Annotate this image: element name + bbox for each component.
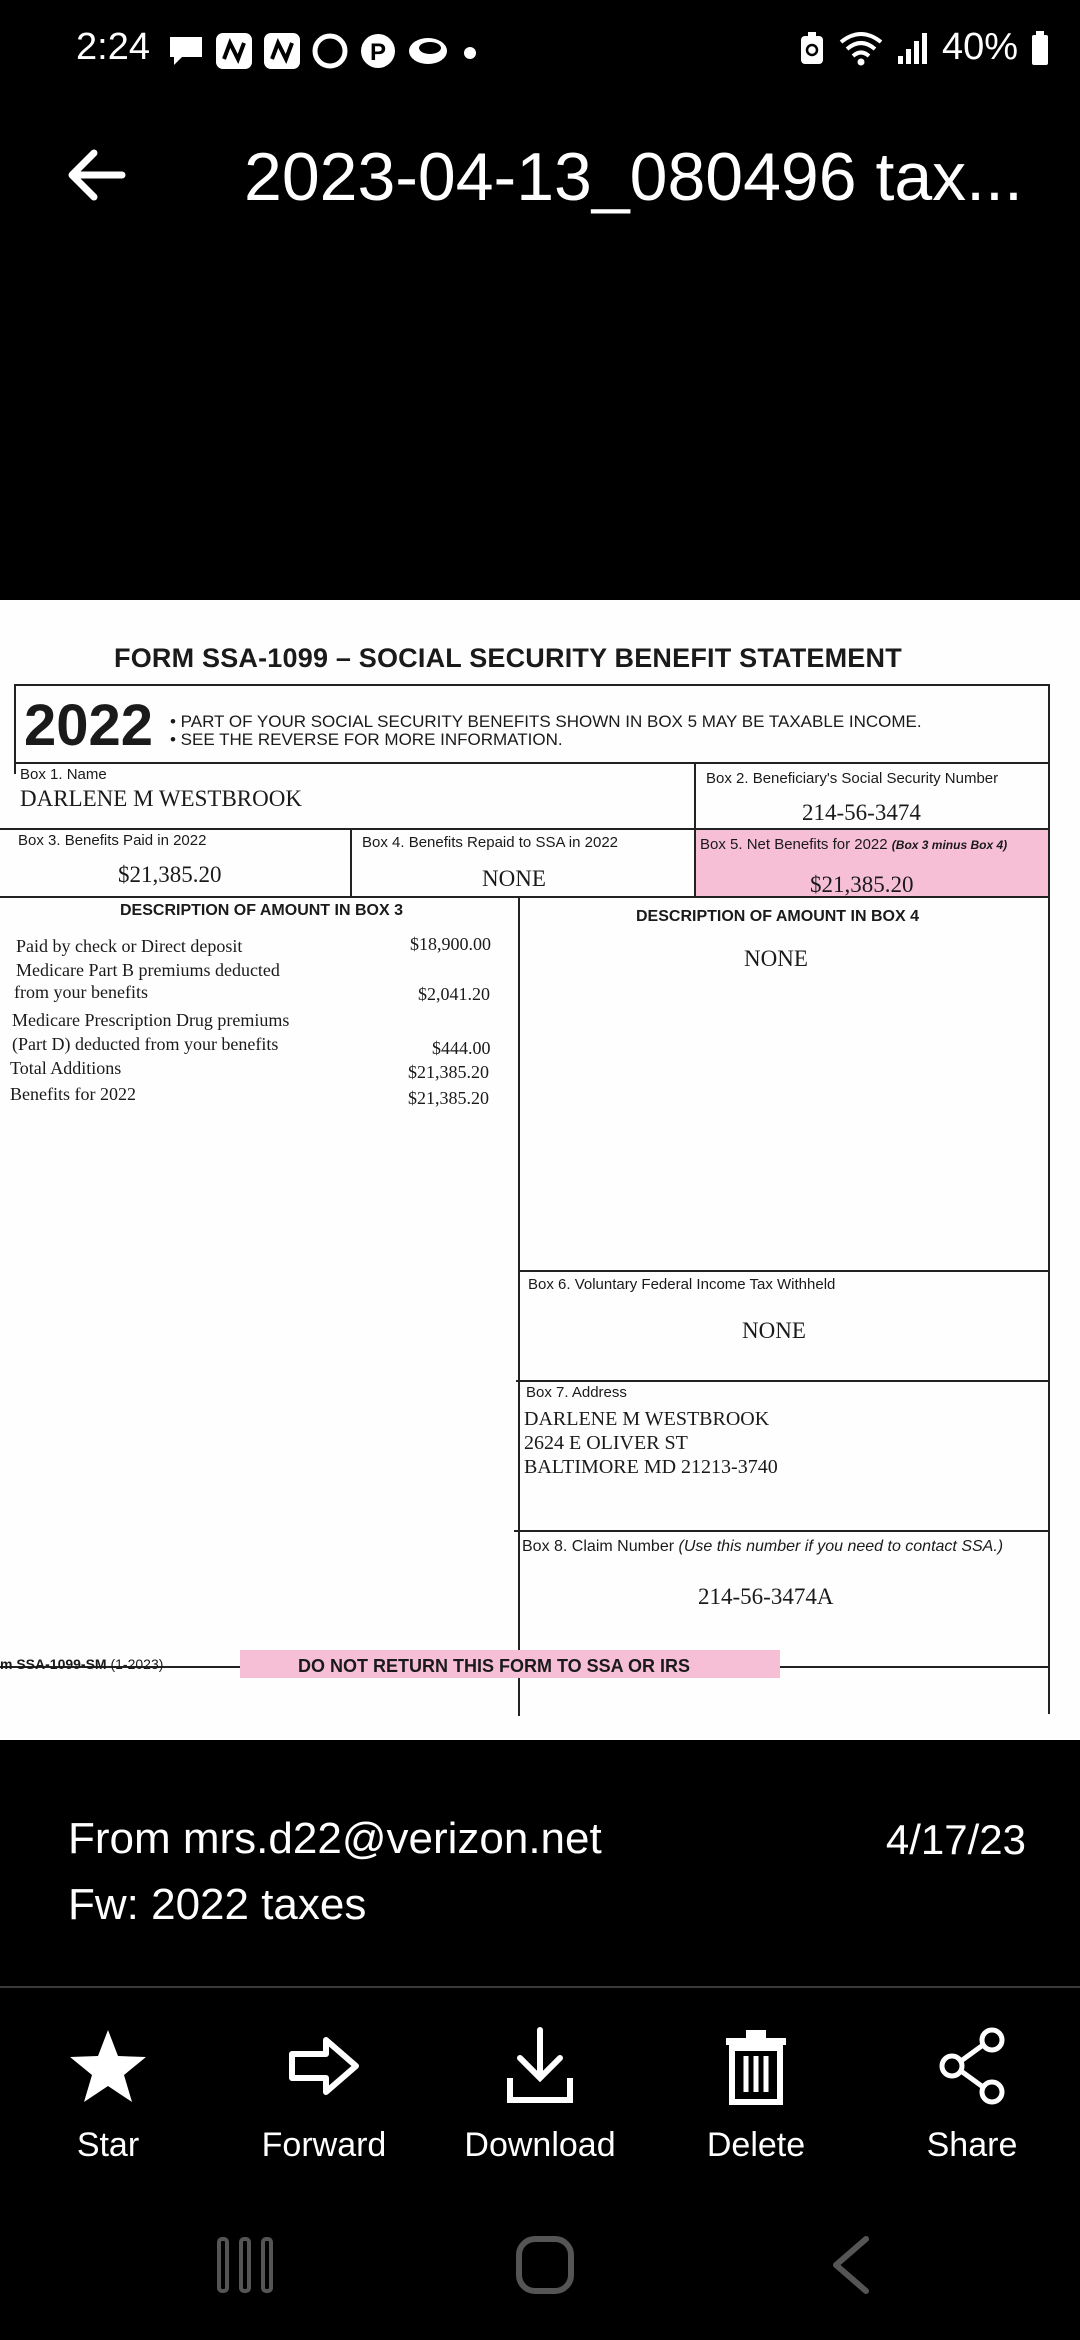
desc3-row-amount: $18,900.00	[410, 934, 491, 954]
box8-value: 214-56-3474A	[698, 1584, 834, 1609]
desc3-row-amount: $21,385.20	[408, 1062, 489, 1082]
document-preview[interactable]	[0, 600, 1080, 1740]
box1-value: DARLENE M WESTBROOK	[20, 786, 302, 811]
share-label: Share	[926, 2126, 1018, 2164]
box4-value: NONE	[482, 866, 546, 891]
trash-icon	[722, 2026, 790, 2106]
home-button[interactable]	[500, 2230, 590, 2300]
box3-value: $21,385.20	[118, 862, 222, 887]
share-button[interactable]	[882, 2016, 1062, 2165]
star-icon	[68, 2026, 148, 2106]
delete-button[interactable]	[666, 2016, 846, 2165]
desc3-row-label: from your benefits	[14, 982, 148, 1002]
box5-value: $21,385.20	[810, 872, 914, 897]
cloud-app-icon	[406, 31, 450, 71]
chat-bubble-icon	[166, 33, 206, 69]
desc3-title: DESCRIPTION OF AMOUNT IN BOX 3	[120, 902, 403, 919]
back-button[interactable]	[56, 140, 136, 210]
box3-label: Box 3. Benefits Paid in 2022	[18, 832, 207, 849]
divider	[0, 1986, 1080, 1988]
box7-label: Box 7. Address	[526, 1384, 627, 1401]
battery-percent: 40%	[941, 26, 1018, 68]
signal-icon	[896, 30, 930, 66]
download-label: Download	[464, 2126, 616, 2164]
notification-icons	[166, 28, 482, 74]
form-revision: (1-2023)	[110, 1656, 164, 1672]
star-label: Star	[76, 2126, 140, 2164]
circle-app-icon	[310, 31, 350, 71]
desc4-title: DESCRIPTION OF AMOUNT IN BOX 4	[636, 908, 919, 925]
box2-value: 214-56-3474	[802, 800, 921, 825]
form-title: FORM SSA-1099 – SOCIAL SECURITY BENEFIT STATEMENT	[114, 643, 902, 673]
form-id-text: m SSA-1099-SM	[0, 1656, 107, 1672]
download-icon	[504, 2026, 576, 2106]
app-notification-icon	[262, 31, 302, 71]
share-icon	[936, 2026, 1008, 2106]
desc3-row-amount: $2,041.20	[418, 984, 490, 1004]
pinterest-icon	[358, 31, 398, 71]
app-notification-icon	[214, 31, 254, 71]
desc3-row-label: Paid by check or Direct deposit	[16, 936, 243, 956]
box4-label: Box 4. Benefits Repaid to SSA in 2022	[362, 834, 619, 851]
svg-text:P: P	[369, 39, 387, 66]
box5-label	[700, 836, 1007, 853]
desc3-row-label: Total Additions	[10, 1058, 122, 1078]
email-subject: Fw: 2022 taxes	[68, 1880, 367, 1929]
attachment-title: 2023-04-13_080496 tax...	[244, 139, 1023, 215]
recent-apps-icon	[215, 2235, 275, 2295]
desc3-row-amount: $444.00	[432, 1038, 491, 1058]
download-button[interactable]	[450, 2016, 630, 2165]
box8-note: (Use this number if you need to contact SSA.)	[678, 1538, 1004, 1555]
battery-icon	[1030, 30, 1050, 66]
box1-label: Box 1. Name	[20, 766, 107, 783]
desc3-row-amount: $21,385.20	[408, 1088, 489, 1108]
box5-label-text: Box 5. Net Benefits for 2022	[700, 836, 888, 853]
notice-line-2: • SEE THE REVERSE FOR MORE INFORMATION.	[170, 730, 563, 749]
email-sender: From mrs.d22@verizon.net	[68, 1814, 602, 1863]
desc3-row-label: Medicare Part B premiums deducted	[16, 960, 280, 980]
desc3-row-label: Medicare Prescription Drug premiums	[12, 1010, 290, 1030]
notice-line-1: • PART OF YOUR SOCIAL SECURITY BENEFITS SHOWN IN BOX 5 MAY BE TAXABLE INCOME.	[170, 712, 922, 731]
address-line: BALTIMORE MD 21213-3740	[524, 1456, 778, 1478]
desc3-row-label: Benefits for 2022	[10, 1084, 136, 1104]
box5-note: (Box 3 minus Box 4)	[891, 838, 1008, 852]
desc4-value: NONE	[744, 946, 808, 971]
back-chevron-icon	[826, 2235, 876, 2295]
box8-label-text: Box 8. Claim Number	[522, 1538, 675, 1555]
delete-label: Delete	[706, 2126, 806, 2164]
box6-label: Box 6. Voluntary Federal Income Tax Withheld	[528, 1276, 836, 1293]
wifi-icon	[838, 28, 884, 68]
box8-label	[522, 1538, 1003, 1556]
star-button[interactable]	[18, 2016, 198, 2165]
box6-value: NONE	[742, 1318, 806, 1343]
forward-label: Forward	[261, 2126, 387, 2164]
back-nav-button[interactable]	[806, 2230, 896, 2300]
system-status	[798, 26, 1050, 69]
email-date: 4/17/23	[885, 1816, 1026, 1863]
status-time: 2:24	[76, 26, 150, 68]
address-line: DARLENE M WESTBROOK	[524, 1408, 770, 1430]
form-id	[0, 1656, 163, 1672]
forward-button[interactable]	[234, 2016, 414, 2165]
do-not-return-warning: DO NOT RETURN THIS FORM TO SSA OR IRS	[298, 1656, 691, 1676]
desc3-row-label: (Part D) deducted from your benefits	[12, 1034, 279, 1054]
box2-label: Box 2. Beneficiary's Social Security Number	[706, 770, 999, 787]
tax-year: 2022	[24, 693, 154, 758]
address-line: 2624 E OLIVER ST	[524, 1432, 688, 1454]
more-dot-icon	[458, 31, 482, 71]
recycle-icon	[798, 30, 826, 66]
forward-arrow-icon	[288, 2036, 360, 2096]
home-icon	[515, 2235, 575, 2295]
recent-apps-button[interactable]	[200, 2230, 290, 2300]
arrow-left-icon	[66, 149, 126, 201]
